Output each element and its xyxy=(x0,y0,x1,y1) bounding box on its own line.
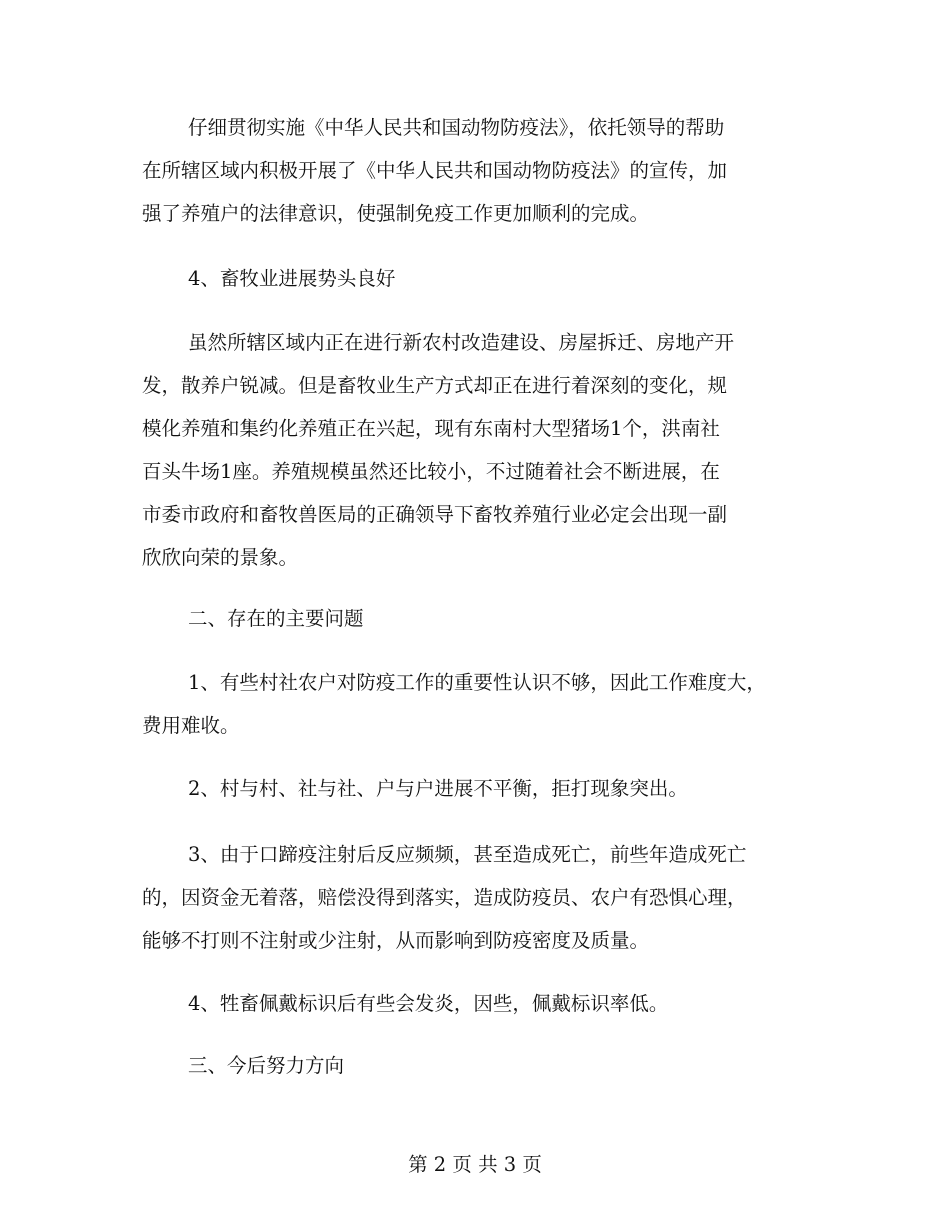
page-number-footer: 第 2 页 共 3 页 xyxy=(408,1153,542,1176)
paragraph-2-line-6: 欣欣向荣的景象。 xyxy=(142,546,299,569)
paragraph-1-line-1: 仔细贯彻实施《中华人民共和国动物防疫法》，依托领导的帮助 xyxy=(188,116,725,139)
section-3-heading: 三、今后努力方向 xyxy=(188,1054,345,1077)
problem-1-line-2: 费用难收。 xyxy=(142,714,240,737)
subheading-4: 4、畜牧业进展势头良好 xyxy=(188,267,396,290)
problem-1-line-1: 1、有些村社农户对防疫工作的重要性认识不够，因此工作难度大， xyxy=(188,671,766,694)
paragraph-2-line-1: 虽然所辖区域内正在进行新农村改造建设、房屋拆迁、房地产开 xyxy=(188,331,735,354)
paragraph-1-line-3: 强了养殖户的法律意识，使强制免疫工作更加顺利的完成。 xyxy=(142,202,650,225)
paragraph-2-line-2: 发，散养户锐减。但是畜牧业生产方式却正在进行着深刻的变化，规 xyxy=(142,374,728,397)
problem-2: 2、村与村、社与社、户与户进展不平衡，拒打现象突出。 xyxy=(188,777,688,800)
paragraph-1-line-2: 在所辖区域内积极开展了《中华人民共和国动物防疫法》的宣传，加 xyxy=(142,159,728,182)
section-2-heading: 二、存在的主要问题 xyxy=(188,607,364,630)
problem-4: 4、牲畜佩戴标识后有些会发炎，因些，佩戴标识率低。 xyxy=(188,992,669,1015)
paragraph-2-line-5: 市委市政府和畜牧兽医局的正确领导下畜牧养殖行业必定会出现一副 xyxy=(142,503,728,526)
paragraph-2-line-3: 模化养殖和集约化养殖正在兴起，现有东南村大型猪场1个，洪南社 xyxy=(142,417,720,440)
problem-3-line-2: 的，因资金无着落，赔偿没得到落实，造成防疫员、农户有恐惧心理， xyxy=(142,886,747,909)
problem-3-line-3: 能够不打则不注射或少注射，从而影响到防疫密度及质量。 xyxy=(142,929,650,952)
problem-3-line-1: 3、由于口蹄疫注射后反应频频，甚至造成死亡，前些年造成死亡 xyxy=(188,843,747,866)
paragraph-2-line-4: 百头牛场1座。养殖规模虽然还比较小，不过随着社会不断进展，在 xyxy=(142,460,720,483)
